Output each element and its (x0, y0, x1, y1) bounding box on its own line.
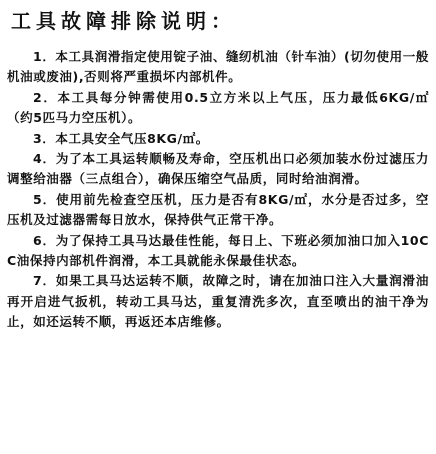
document-title: 工具故障排除说明： (11, 9, 236, 33)
instruction-item-7: 7．如果工具马达运转不顺，故障之时，请在加油口注入大量润滑油再开启进气扳机，转动工具马达，重复清洗多次，直至喷出的油干净为止，如还运转不顺，再返还本店维修。 (7, 273, 429, 330)
instruction-item-3: 3．本工具安全气压8KG/㎡。 (33, 130, 209, 146)
instruction-item-1: 1．本工具润滑指定使用锭子油、缝纫机油（针车油）(切勿使用一般机油或废油),否则将严重损坏内部机件。 (7, 49, 429, 85)
instruction-item-6: 6．为了保持工具马达最佳性能，每日上、下班必须加油口加入10CC油保持内部机件润滑，本工具就能永保最佳状态。 (7, 232, 429, 269)
instruction-item-2: 2．本工具每分钟需使用0.5立方米以上气压，压力最低6KG/㎡（约5匹马力空压机）。 (7, 89, 429, 126)
instruction-item-4: 4．为了本工具运转顺畅及寿命，空压机出口必须加装水份过滤压力调整给油器（三点组合），确保压缩空气品质，同时给油润滑。 (7, 151, 429, 187)
instruction-list (7, 47, 429, 333)
instruction-item-5: 5．使用前先检查空压机，压力是否有8KG/㎡，水分是否过多，空压机及过滤器需每日放水，保持供气正常干净。 (7, 191, 429, 228)
